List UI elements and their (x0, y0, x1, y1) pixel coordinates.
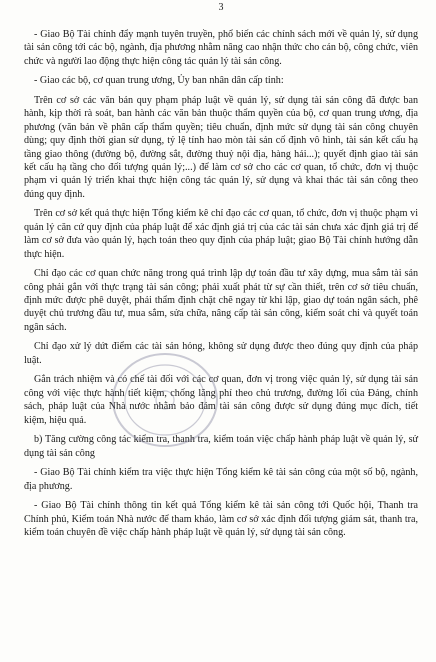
paragraph-6: Chỉ đạo xử lý dứt điểm các tài sản hỏng, không sử dụng được theo đúng quy định của pháp luật. (24, 341, 418, 366)
paragraph-10: - Giao Bộ Tài chính thông tin kết quả Tổng kiểm kê tài sản công tới Quốc hội, Thanh tra Chính phủ, Kiểm toán Nhà nước để tham khảo, làm cơ sở xác định đối tượng giám sát, thanh tra, kiểm toán chuyên đề việc chấp hành pháp luật về quản lý, sử dụng tài sản công. (24, 500, 418, 539)
paragraph-4: Trên cơ sở kết quả thực hiện Tổng kiểm kê chỉ đạo các cơ quan, tổ chức, đơn vị thuộc phạm vi quản lý căn cứ quy định của pháp luật để xác định giá trị của các tài sản chưa xác định giá trị để làm cơ sở đưa vào quản lý, hạch toán theo quy định của pháp luật; giao Bộ Tài chính hướng dẫn thực hiện. (24, 208, 418, 260)
paragraph-5: Chỉ đạo các cơ quan chức năng trong quá trình lập dự toán đầu tư xây dựng, mua sắm tài sản công phải gắn với thực trạng tài sản công; phải xuất phát từ sự cần thiết, trên cơ sở tiêu chuẩn, định mức được phê duyệt, phải thẩm định chặt chẽ ngay từ khi lập, giao dự toán ngân sách, phê duyệt chủ trương đầu tư, mua sắm, sửa chữa, nâng cấp tài sản công, kiểm soát chi và quyết toán ngân sách. (24, 268, 418, 333)
paragraph-2: - Giao các bộ, cơ quan trung ương, Ủy ban nhân dân cấp tỉnh: (34, 75, 284, 87)
page-number: 3 (218, 2, 224, 13)
section-heading-b: b) Tăng cường công tác kiểm tra, thanh tra, kiểm toán việc chấp hành pháp luật về quản lý, sử dụng tài sản công (24, 434, 418, 459)
paragraph-3: Trên cơ sở các văn bản quy phạm pháp luật về quản lý, sử dụng tài sản công đã được ban hành, kịp thời rà soát, ban hành các văn bản thuộc thẩm quyền của bộ, cơ quan trung ương, địa phương (văn bản về phân cấp thẩm quyền; tiêu chuẩn, định mức sử dụng tài sản công chuyên dùng; quy định thời gian sử dụng, tỷ lệ tính hao mòn tài sản cố định vô hình, tài sản kết cấu hạ tầng giao thông (đường bộ, đường sắt, đường thuỷ nội địa, hàng hải...); quyết định giao tài sản kết cấu hạ tầng cho đối tượng quản lý;...) để làm cơ sở cho các cơ quan, tổ chức, đơn vị thuộc phạm vi quản lý triển khai thực hiện công tác quản lý, sử dụng và khai thác tài sản công theo đúng quy định. (24, 95, 418, 200)
paragraph-9: - Giao Bộ Tài chính kiểm tra việc thực hiện Tổng kiểm kê tài sản công của một số bộ, ngành, địa phương. (24, 467, 418, 492)
paragraph-7: Gắn trách nhiệm và có chế tài đối với các cơ quan, đơn vị trong việc quản lý, sử dụng tài sản công với việc thực hành tiết kiệm, chống lãng phí theo chủ trương, đường lối của Đảng, chính sách, pháp luật của Nhà nước nhằm bảo đảm tài sản công được sử dụng đúng mục đích, tiết kiệm, hiệu quả. (24, 374, 418, 426)
paragraph-1: - Giao Bộ Tài chính đẩy mạnh tuyên truyền, phổ biến các chính sách mới về quản lý, sử dụng tài sản công tới các bộ, ngành, địa phương nhằm nâng cao nhận thức cho cán bộ, công chức, viên chức và người lao động thực hiện công tác quản lý tài sản công. (24, 29, 418, 67)
